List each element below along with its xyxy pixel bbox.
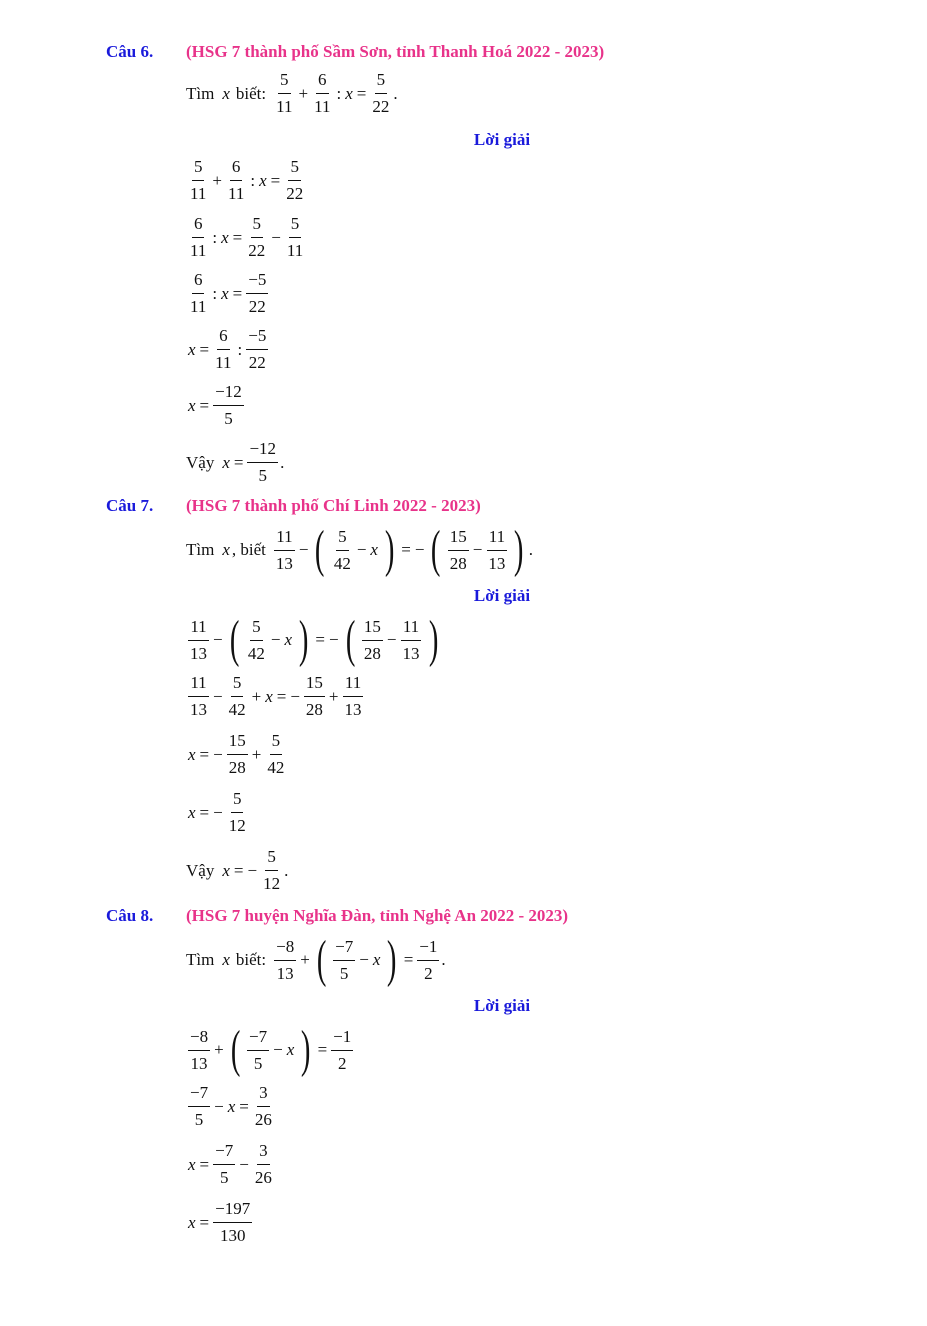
question-source: (HSG 7 thành phố Chí Linh 2022 - 2023) bbox=[186, 496, 481, 515]
parenthesis: ( bbox=[315, 521, 325, 578]
text: biết: bbox=[235, 950, 267, 969]
variable: x bbox=[372, 950, 381, 969]
fraction bbox=[362, 617, 383, 664]
numerator: 11 bbox=[487, 527, 507, 551]
operator: = bbox=[199, 395, 210, 415]
denominator: 12 bbox=[228, 816, 246, 835]
fraction bbox=[331, 1027, 353, 1074]
operator: : bbox=[250, 170, 256, 190]
solution-step bbox=[186, 326, 270, 373]
operator: = bbox=[199, 802, 210, 822]
fraction bbox=[401, 617, 422, 664]
numerator: 5 bbox=[336, 527, 349, 551]
text: Tìm bbox=[186, 950, 215, 969]
solution-heading: Lời giải bbox=[473, 586, 531, 605]
numerator: 5 bbox=[278, 70, 291, 94]
denominator: 11 bbox=[227, 184, 245, 203]
fraction bbox=[274, 70, 294, 117]
numerator: 6 bbox=[192, 270, 205, 294]
numerator: 5 bbox=[270, 731, 283, 755]
operator: − bbox=[273, 1040, 283, 1059]
text: Vậy bbox=[186, 452, 215, 472]
fraction bbox=[304, 673, 325, 720]
numerator: 3 bbox=[257, 1141, 270, 1165]
operator: − bbox=[214, 1096, 224, 1116]
operator: + bbox=[298, 83, 309, 103]
denominator: 5 bbox=[194, 1110, 204, 1129]
numerator: 15 bbox=[362, 617, 383, 641]
fraction bbox=[188, 270, 208, 317]
parenthesis: ) bbox=[301, 1021, 311, 1078]
solution-step bbox=[186, 214, 307, 261]
fraction bbox=[332, 527, 353, 574]
denominator: 5 bbox=[219, 1168, 229, 1187]
fraction bbox=[213, 1141, 235, 1188]
denominator: 42 bbox=[267, 758, 285, 777]
fraction bbox=[188, 1027, 210, 1074]
numerator: 11 bbox=[188, 617, 208, 641]
operator: − bbox=[213, 802, 223, 822]
denominator: 22 bbox=[286, 184, 304, 203]
denominator: 22 bbox=[248, 241, 266, 260]
variable: x bbox=[222, 452, 230, 472]
question-label: Câu 6. bbox=[106, 42, 154, 61]
variable: x bbox=[222, 860, 230, 880]
parenthesis: ( bbox=[230, 1021, 241, 1078]
operator: = bbox=[199, 1212, 210, 1232]
denominator: 13 bbox=[344, 700, 362, 719]
operator: + bbox=[214, 1040, 224, 1059]
fraction bbox=[213, 382, 244, 429]
operator: = bbox=[232, 227, 243, 247]
operator: − bbox=[414, 540, 425, 559]
operator: − bbox=[472, 540, 483, 559]
numerator: 6 bbox=[230, 157, 243, 181]
fraction bbox=[227, 673, 248, 720]
denominator: 2 bbox=[337, 1053, 347, 1073]
denominator: 28 bbox=[449, 553, 467, 573]
denominator: 22 bbox=[372, 97, 390, 116]
operator: = bbox=[317, 1040, 328, 1059]
text: , biết bbox=[231, 540, 266, 559]
fraction bbox=[247, 439, 278, 486]
question-label: Câu 8. bbox=[106, 906, 154, 925]
variable: x bbox=[286, 1040, 295, 1059]
fraction bbox=[285, 214, 305, 261]
numerator: −8 bbox=[188, 1027, 210, 1051]
prompt-text: biết: bbox=[235, 83, 267, 103]
fraction bbox=[213, 326, 233, 373]
operator: + bbox=[251, 686, 262, 706]
variable: x bbox=[265, 686, 273, 706]
problem-statement: Tìm x biết: $\frac{5}{11}$ + $\frac{6}{11}$ : x = $\frac{5}{22}$ . bbox=[186, 70, 398, 116]
fraction bbox=[370, 70, 391, 117]
operator: + bbox=[212, 170, 222, 190]
numerator: 5 bbox=[375, 70, 388, 94]
numerator: 5 bbox=[231, 673, 244, 697]
denominator: 28 bbox=[228, 758, 246, 777]
operator: = bbox=[403, 950, 414, 969]
numerator: 11 bbox=[401, 617, 421, 641]
solution-step bbox=[186, 1199, 254, 1246]
denominator: 42 bbox=[247, 643, 265, 663]
fraction bbox=[312, 70, 332, 117]
solution-step bbox=[186, 611, 443, 668]
variable: x bbox=[188, 744, 196, 764]
denominator: 2 bbox=[424, 963, 433, 983]
numerator: −1 bbox=[331, 1027, 353, 1051]
denominator: 130 bbox=[219, 1226, 246, 1245]
solution-step bbox=[186, 1021, 355, 1078]
problem-statement: Tìm x biết: $\frac{-8}{13}$ + ( $\frac{-7}{5}$ − x ) = $\frac{-1}{2}$ . bbox=[186, 931, 446, 988]
fraction bbox=[417, 937, 439, 984]
numerator: 5 bbox=[231, 789, 244, 813]
numerator: −7 bbox=[333, 937, 355, 961]
numerator: 5 bbox=[251, 214, 264, 238]
denominator: 13 bbox=[275, 553, 293, 573]
numerator: 11 bbox=[343, 673, 363, 697]
parenthesis: ( bbox=[431, 521, 441, 578]
denominator: 11 bbox=[190, 297, 207, 316]
question-label: Câu 7. bbox=[106, 496, 154, 515]
operator: − bbox=[213, 744, 223, 764]
variable: x bbox=[222, 950, 230, 969]
solution-step bbox=[186, 1083, 276, 1130]
text: Vậy bbox=[186, 860, 215, 880]
numerator: 6 bbox=[192, 214, 205, 238]
denominator: 13 bbox=[190, 700, 207, 719]
denominator: 13 bbox=[276, 963, 294, 983]
operator: − bbox=[213, 686, 223, 706]
operator: = bbox=[239, 1096, 249, 1116]
denominator: 42 bbox=[228, 700, 246, 719]
numerator: 11 bbox=[188, 673, 208, 697]
numerator: 6 bbox=[316, 70, 329, 94]
numerator: −12 bbox=[247, 439, 278, 463]
parenthesis: ( bbox=[229, 611, 240, 668]
numerator: −7 bbox=[188, 1083, 210, 1107]
denominator: 28 bbox=[305, 700, 323, 719]
variable: x bbox=[345, 83, 353, 103]
denominator: 11 bbox=[215, 353, 232, 372]
fraction bbox=[227, 789, 248, 836]
operator: − bbox=[270, 630, 281, 649]
numerator: 5 bbox=[250, 617, 263, 641]
numerator: 11 bbox=[274, 527, 294, 551]
denominator: 13 bbox=[190, 1053, 208, 1073]
operator: − bbox=[298, 540, 309, 559]
operator: + bbox=[300, 950, 310, 969]
denominator: 11 bbox=[190, 184, 207, 203]
numerator: −7 bbox=[213, 1141, 235, 1165]
fraction bbox=[226, 157, 246, 204]
conclusion: Vậy x = $\frac{-12}{5}$ . bbox=[186, 439, 285, 485]
numerator: 5 bbox=[288, 157, 301, 181]
parenthesis: ) bbox=[514, 521, 524, 578]
numerator: 6 bbox=[217, 326, 230, 350]
variable: x bbox=[227, 1096, 236, 1116]
numerator: 3 bbox=[257, 1083, 270, 1107]
operator: + bbox=[328, 686, 339, 706]
denominator: 26 bbox=[254, 1168, 272, 1187]
solution-step bbox=[186, 382, 246, 429]
variable: x bbox=[370, 540, 378, 559]
parenthesis: ) bbox=[384, 521, 395, 578]
numerator: −5 bbox=[246, 270, 268, 294]
fraction bbox=[253, 1141, 274, 1188]
parenthesis: ) bbox=[387, 931, 397, 988]
fraction bbox=[486, 527, 507, 574]
fraction bbox=[265, 731, 286, 778]
parenthesis: ( bbox=[316, 931, 327, 988]
fraction bbox=[188, 617, 209, 664]
solution-step bbox=[186, 157, 307, 204]
fraction bbox=[247, 1027, 269, 1074]
conclusion: Vậy x = − $\frac{5}{12}$ . bbox=[186, 847, 289, 893]
fraction bbox=[188, 673, 209, 720]
operator: = bbox=[270, 170, 281, 190]
operator: + bbox=[251, 744, 262, 764]
operator: − bbox=[359, 950, 369, 969]
parenthesis: ) bbox=[428, 611, 438, 668]
operator: − bbox=[239, 1154, 249, 1174]
fraction bbox=[188, 157, 208, 204]
fraction bbox=[284, 157, 305, 204]
operator: = bbox=[233, 452, 244, 472]
fraction bbox=[246, 214, 267, 261]
numerator: −12 bbox=[213, 382, 244, 406]
operator: − bbox=[356, 540, 367, 559]
denominator: 5 bbox=[339, 963, 349, 983]
variable: x bbox=[188, 1154, 196, 1174]
denominator: 22 bbox=[248, 353, 266, 372]
text: Tìm bbox=[186, 540, 215, 559]
numerator: −1 bbox=[417, 937, 439, 961]
operator: = bbox=[356, 83, 367, 103]
operator: : bbox=[212, 283, 218, 303]
numerator: 5 bbox=[289, 214, 302, 238]
solution-heading: Lời giải bbox=[473, 996, 531, 1015]
operator: = bbox=[232, 283, 243, 303]
operator: : bbox=[336, 83, 342, 103]
fraction bbox=[188, 1083, 210, 1130]
fraction bbox=[274, 527, 295, 574]
numerator: 5 bbox=[265, 847, 278, 871]
operator: : bbox=[212, 227, 218, 247]
variable: x bbox=[222, 83, 230, 103]
denominator: 5 bbox=[253, 1053, 263, 1073]
denominator: 13 bbox=[488, 553, 506, 573]
operator: − bbox=[386, 630, 397, 649]
operator: = bbox=[199, 1154, 210, 1174]
operator: : bbox=[237, 339, 243, 359]
solution-step bbox=[186, 1141, 276, 1188]
operator: = bbox=[401, 540, 411, 559]
denominator: 11 bbox=[276, 97, 293, 116]
numerator: 5 bbox=[192, 157, 205, 181]
operator: = bbox=[233, 860, 244, 880]
numerator: 15 bbox=[448, 527, 469, 551]
operator: − bbox=[290, 686, 300, 706]
variable: x bbox=[221, 283, 229, 303]
numerator: −197 bbox=[213, 1199, 252, 1223]
problem-statement: Tìm x , biết $\frac{11}{13}$ − ( $\frac{5}{42}$ − x ) = − ( $\frac{15}{28}$ − $\frac{11}{13}$ ) . bbox=[186, 521, 533, 578]
fraction bbox=[274, 937, 296, 984]
denominator: 13 bbox=[402, 643, 420, 663]
operator: − bbox=[271, 227, 281, 247]
denominator: 5 bbox=[224, 409, 233, 428]
numerator: −5 bbox=[246, 326, 268, 350]
fraction bbox=[246, 617, 267, 664]
solution-step bbox=[186, 673, 366, 720]
variable: x bbox=[222, 540, 230, 559]
operator: − bbox=[328, 630, 339, 649]
variable: x bbox=[221, 227, 229, 247]
fraction bbox=[253, 1083, 274, 1130]
denominator: 11 bbox=[190, 241, 207, 260]
fraction bbox=[227, 731, 248, 778]
variable: x bbox=[188, 339, 196, 359]
fraction bbox=[343, 673, 364, 720]
operator: = bbox=[315, 630, 325, 649]
denominator: 11 bbox=[314, 97, 331, 116]
question-source: (HSG 7 thành phố Sầm Sơn, tỉnh Thanh Hoá 2022 - 2023) bbox=[186, 42, 605, 61]
fraction bbox=[246, 270, 268, 317]
variable: x bbox=[188, 802, 196, 822]
fraction bbox=[213, 1199, 252, 1246]
operator: − bbox=[247, 860, 258, 880]
fraction bbox=[333, 937, 355, 984]
operator: − bbox=[213, 630, 223, 649]
denominator: 12 bbox=[263, 874, 281, 893]
denominator: 22 bbox=[248, 297, 266, 316]
numerator: 15 bbox=[227, 731, 248, 755]
solution-step bbox=[186, 731, 288, 778]
denominator: 11 bbox=[286, 241, 304, 260]
question-source: (HSG 7 huyện Nghĩa Đàn, tỉnh Nghệ An 2022 - 2023) bbox=[186, 906, 569, 925]
solution-heading: Lời giải bbox=[473, 130, 531, 149]
variable: x bbox=[284, 630, 293, 649]
denominator: 28 bbox=[363, 643, 381, 663]
denominator: 13 bbox=[190, 643, 207, 663]
variable: x bbox=[259, 170, 267, 190]
numerator: −7 bbox=[247, 1027, 269, 1051]
numerator: −8 bbox=[274, 937, 296, 961]
operator: = bbox=[276, 686, 287, 706]
fraction bbox=[188, 214, 208, 261]
denominator: 5 bbox=[258, 466, 268, 485]
solution-step bbox=[186, 270, 270, 317]
variable: x bbox=[188, 395, 196, 415]
solution-step bbox=[186, 789, 250, 836]
prompt-text: Tìm bbox=[186, 83, 215, 103]
variable: x bbox=[188, 1212, 196, 1232]
fraction bbox=[261, 847, 282, 894]
parenthesis: ( bbox=[345, 611, 356, 668]
denominator: 42 bbox=[333, 553, 351, 573]
fraction bbox=[246, 326, 268, 373]
parenthesis: ) bbox=[298, 611, 309, 668]
numerator: 15 bbox=[304, 673, 325, 697]
operator: = bbox=[199, 339, 210, 359]
operator: = bbox=[199, 744, 210, 764]
fraction bbox=[448, 527, 469, 574]
denominator: 26 bbox=[254, 1110, 272, 1129]
